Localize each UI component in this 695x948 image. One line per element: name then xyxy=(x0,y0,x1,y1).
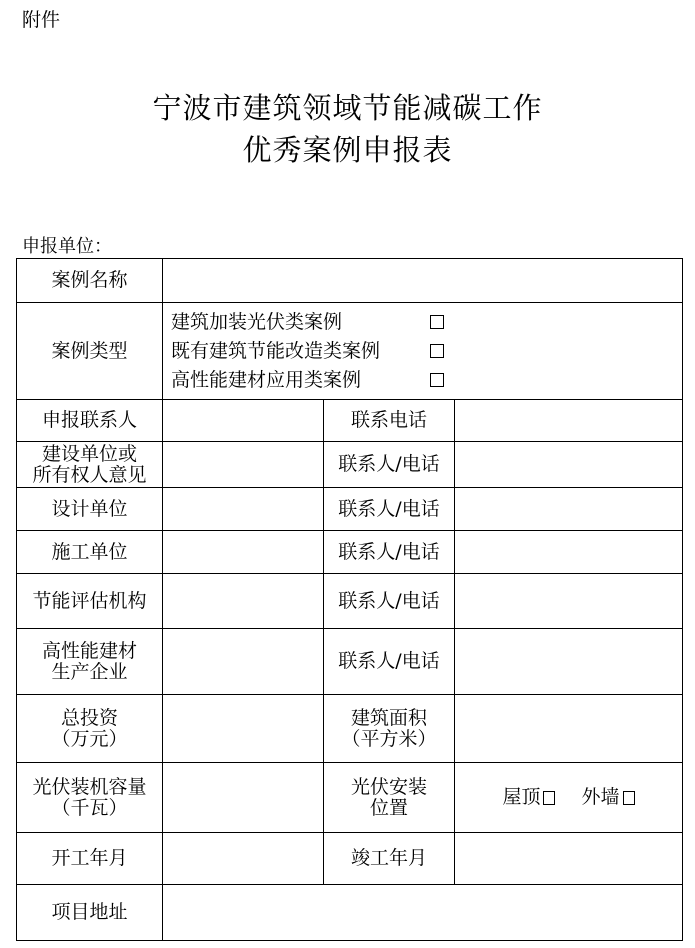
start-date-field[interactable] xyxy=(163,833,324,885)
assessment-org-field[interactable] xyxy=(163,574,324,629)
pv-location-wall xyxy=(582,787,635,808)
design-contact-field[interactable] xyxy=(455,488,683,531)
design-unit-label: 设计单位 xyxy=(17,488,163,531)
assessment-contact-field[interactable] xyxy=(455,574,683,629)
pv-location-line1: 光伏安装 xyxy=(350,775,427,798)
checkbox-material[interactable] xyxy=(430,373,444,387)
case-type-options xyxy=(163,303,683,400)
material-contact-label: 联系人/电话 xyxy=(324,629,455,695)
owner-opinion-line2: 所有权人意见 xyxy=(32,463,147,486)
checkbox-pv[interactable] xyxy=(430,315,444,329)
design-contact-label: 联系人/电话 xyxy=(324,488,455,531)
construction-contact-field[interactable] xyxy=(455,531,683,574)
case-type-option-pv-label: 建筑加装光伏类案例 xyxy=(171,310,343,333)
start-date-label: 开工年月 xyxy=(17,833,163,885)
pv-location-label xyxy=(324,763,455,833)
case-type-option-material-label: 高性能建材应用类案例 xyxy=(171,368,362,391)
pv-capacity-line2: （千瓦） xyxy=(51,796,128,819)
material-company-field[interactable] xyxy=(163,629,324,695)
building-area-field[interactable] xyxy=(455,695,683,763)
case-type-label: 案例类型 xyxy=(17,303,163,400)
project-address-field[interactable] xyxy=(163,885,683,941)
page-subtitle: 优秀案例申报表 xyxy=(242,133,453,167)
pv-location-roof xyxy=(502,787,555,808)
total-investment-label xyxy=(17,695,163,763)
pv-location-options xyxy=(455,763,683,833)
contact-person-label: 申报联系人 xyxy=(17,400,163,442)
application-form-table xyxy=(16,258,683,941)
completion-date-label: 竣工年月 xyxy=(324,833,455,885)
construction-unit-label: 施工单位 xyxy=(17,531,163,574)
case-name-field[interactable] xyxy=(163,259,683,303)
case-type-option-pv xyxy=(163,308,682,337)
checkbox-retrofit[interactable] xyxy=(430,344,444,358)
case-type-option-retrofit-label: 既有建筑节能改造类案例 xyxy=(171,339,381,362)
pv-location-wall-label: 外墙 xyxy=(581,786,620,808)
assessment-contact-label: 联系人/电话 xyxy=(324,574,455,629)
construction-unit-field[interactable] xyxy=(163,531,324,574)
owner-opinion-line1: 建设单位或 xyxy=(41,442,137,465)
pv-capacity-field[interactable] xyxy=(163,763,324,833)
total-investment-field[interactable] xyxy=(163,695,324,763)
applicant-unit-label: 申报单位： xyxy=(22,236,112,257)
case-type-option-retrofit xyxy=(163,337,682,366)
checkbox-wall[interactable] xyxy=(623,791,635,805)
owner-contact-field[interactable] xyxy=(455,442,683,488)
material-company-line1: 高性能建材 xyxy=(41,639,137,662)
pv-capacity-line1: 光伏装机容量 xyxy=(32,775,147,798)
page-title: 宁波市建筑领域节能减碳工作 xyxy=(152,91,543,125)
building-area-line2: （平方米） xyxy=(341,727,437,750)
building-area-line1: 建筑面积 xyxy=(350,706,427,729)
material-contact-field[interactable] xyxy=(455,629,683,695)
owner-opinion-field[interactable] xyxy=(163,442,324,488)
project-address-label: 项目地址 xyxy=(17,885,163,941)
pv-location-roof-label: 屋顶 xyxy=(502,786,541,808)
total-investment-line1: 总投资 xyxy=(60,706,118,729)
assessment-org-label: 节能评估机构 xyxy=(17,574,163,629)
checkbox-roof[interactable] xyxy=(543,791,555,805)
attachment-label: 附件 xyxy=(22,9,61,31)
material-company-label xyxy=(17,629,163,695)
owner-contact-label: 联系人/电话 xyxy=(324,442,455,488)
design-unit-field[interactable] xyxy=(163,488,324,531)
contact-phone-field[interactable] xyxy=(455,400,683,442)
case-name-label: 案例名称 xyxy=(17,259,163,303)
construction-contact-label: 联系人/电话 xyxy=(324,531,455,574)
material-company-line2: 生产企业 xyxy=(51,660,128,683)
completion-date-field[interactable] xyxy=(455,833,683,885)
pv-capacity-label xyxy=(17,763,163,833)
total-investment-line2: （万元） xyxy=(51,727,128,750)
case-type-option-material xyxy=(163,366,682,395)
contact-phone-label: 联系电话 xyxy=(324,400,455,442)
pv-location-line2: 位置 xyxy=(369,796,408,819)
building-area-label xyxy=(324,695,455,763)
owner-opinion-label xyxy=(17,442,163,488)
contact-person-field[interactable] xyxy=(163,400,324,442)
